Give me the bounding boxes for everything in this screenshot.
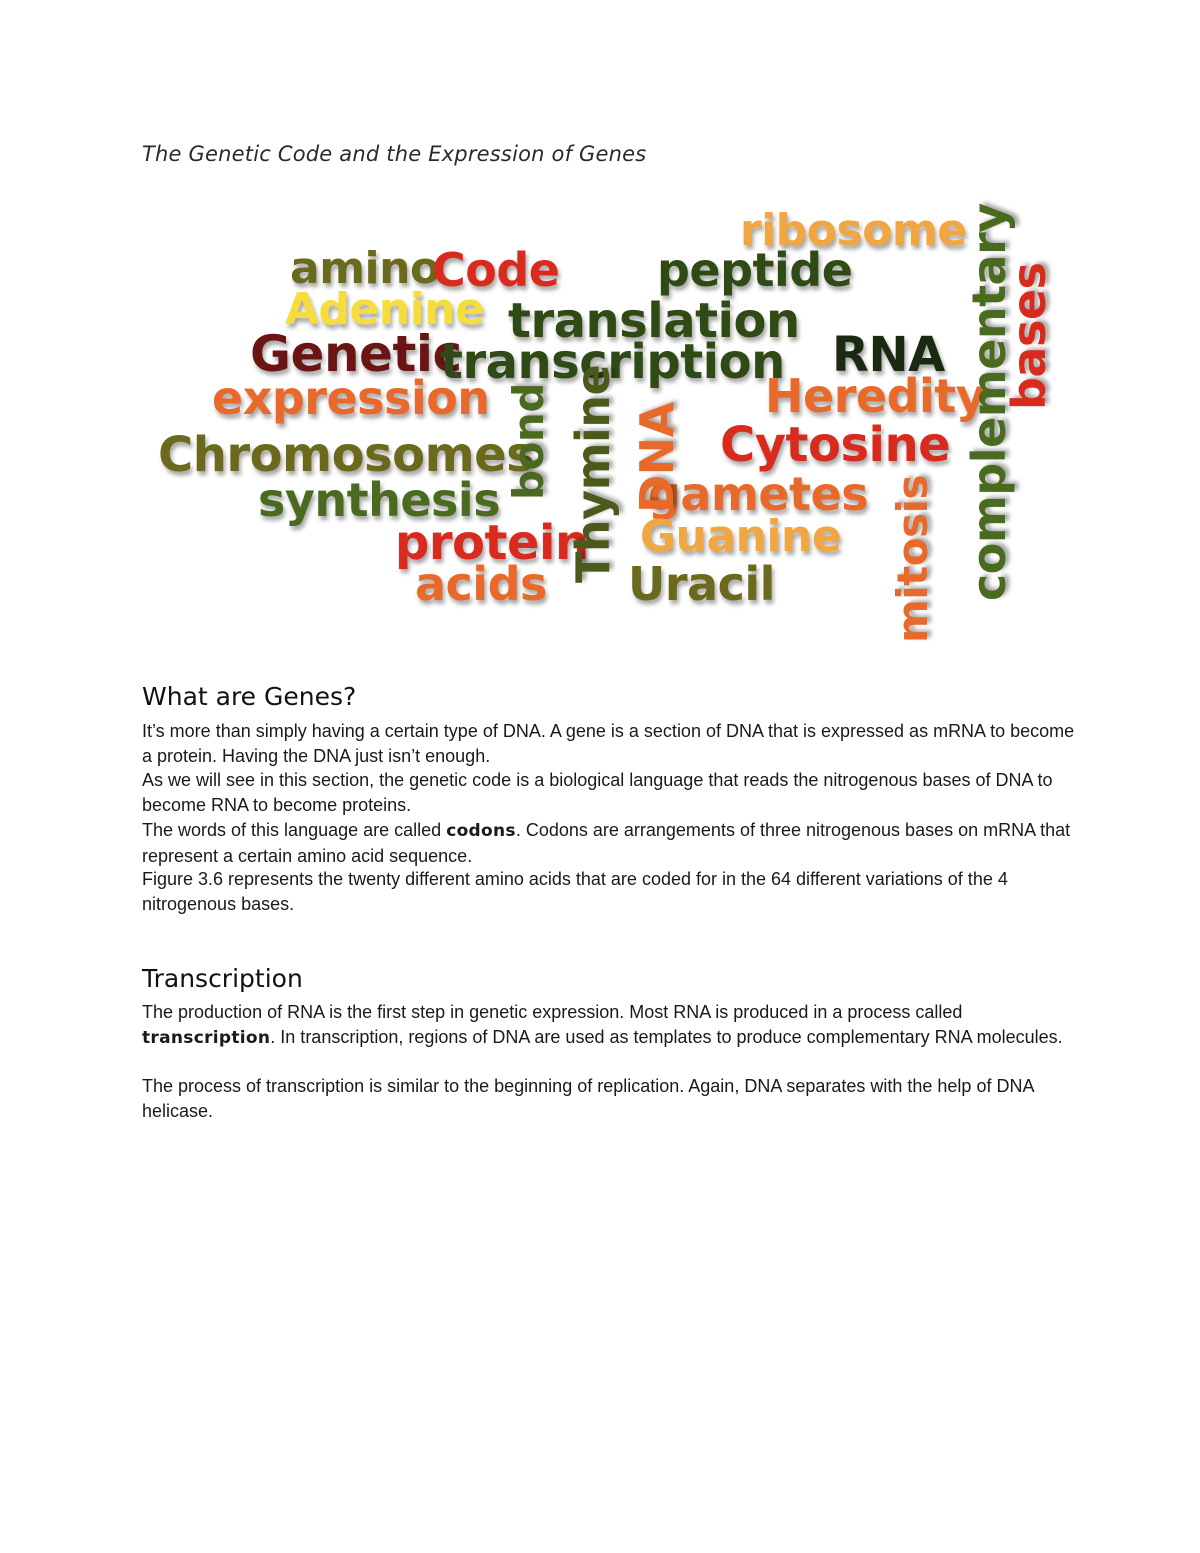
word-mitosis: mitosis [888,475,937,643]
word-protein: protein [395,515,589,571]
genes-paragraph-3-end: . Codons are arrangements of three nitrogenous bases on mRNA that represent a certain amino acid sequence. [142,820,1071,866]
heading-transcription: Transcription [142,964,303,993]
heading-what-are-genes: What are Genes? [142,682,357,711]
genes-paragraph-3-start: The words of this language are called [142,820,447,840]
word-amino: amino [290,243,440,294]
word-ribosome: ribosome [740,205,967,256]
word-complementary: complementary [962,203,1016,601]
word-gametes: gametes [648,467,869,521]
transcription-paragraph-1 [142,1000,1082,1050]
word-cloud-figure [150,195,1060,665]
word-bond: bond [504,383,553,500]
word-transcription: transcription [440,334,785,390]
word-chromosomes: Chromosomes [158,427,535,483]
word-expression: expression [212,371,490,425]
transcription-paragraph-1-end: . In transcription, regions of DNA are used as templates to produce complementary RNA molecules. [270,1026,1063,1047]
genes-paragraph-4: Figure 3.6 represents the twenty different amino acids that are coded for in the 64 different variations of the 4 nitrogenous bases. [142,869,1008,914]
word-dna: DNA [630,402,684,513]
word-adenine: Adenine [285,284,485,335]
word-thymine: Thymine [566,364,620,583]
word-translation: translation [508,293,800,349]
word-uracil: Uracil [628,557,775,611]
word-bases: bases [1002,262,1056,410]
genes-paragraph-2: As we will see in this section, the genetic code is a biological language that reads the nitrogenous bases of DNA to become RNA to become proteins. [142,770,1053,815]
word-acids: acids [415,557,547,611]
word-code: Code [432,243,560,297]
word-synthesis: synthesis [258,473,501,527]
genes-paragraph-1: It’s more than simply having a certain type of DNA. A gene is a section of DNA that is expressed as mRNA to become a protein. Having the DNA just isn’t enough. [142,721,1075,766]
term-transcription: transcription [142,1027,271,1048]
term-codons: codons [446,821,516,841]
word-genetic: Genetic [250,325,462,383]
document-title: The Genetic Code and the Expression of Genes [142,142,647,166]
word-peptide: peptide [657,243,853,297]
transcription-paragraph-1-start: The production of RNA is the first step in genetic expression. Most RNA is produced in a process called [142,1002,963,1022]
word-cytosine: Cytosine [720,417,951,473]
word-guanine: Guanine [640,511,842,562]
word-heredity: Heredity [765,369,986,423]
word-rna: RNA [832,327,945,383]
genes-paragraph-3 [142,818,1082,868]
transcription-paragraph-2: The process of transcription is similar to the beginning of replication. Again, DNA separates with the help of DNA helicase. [142,1076,1034,1121]
